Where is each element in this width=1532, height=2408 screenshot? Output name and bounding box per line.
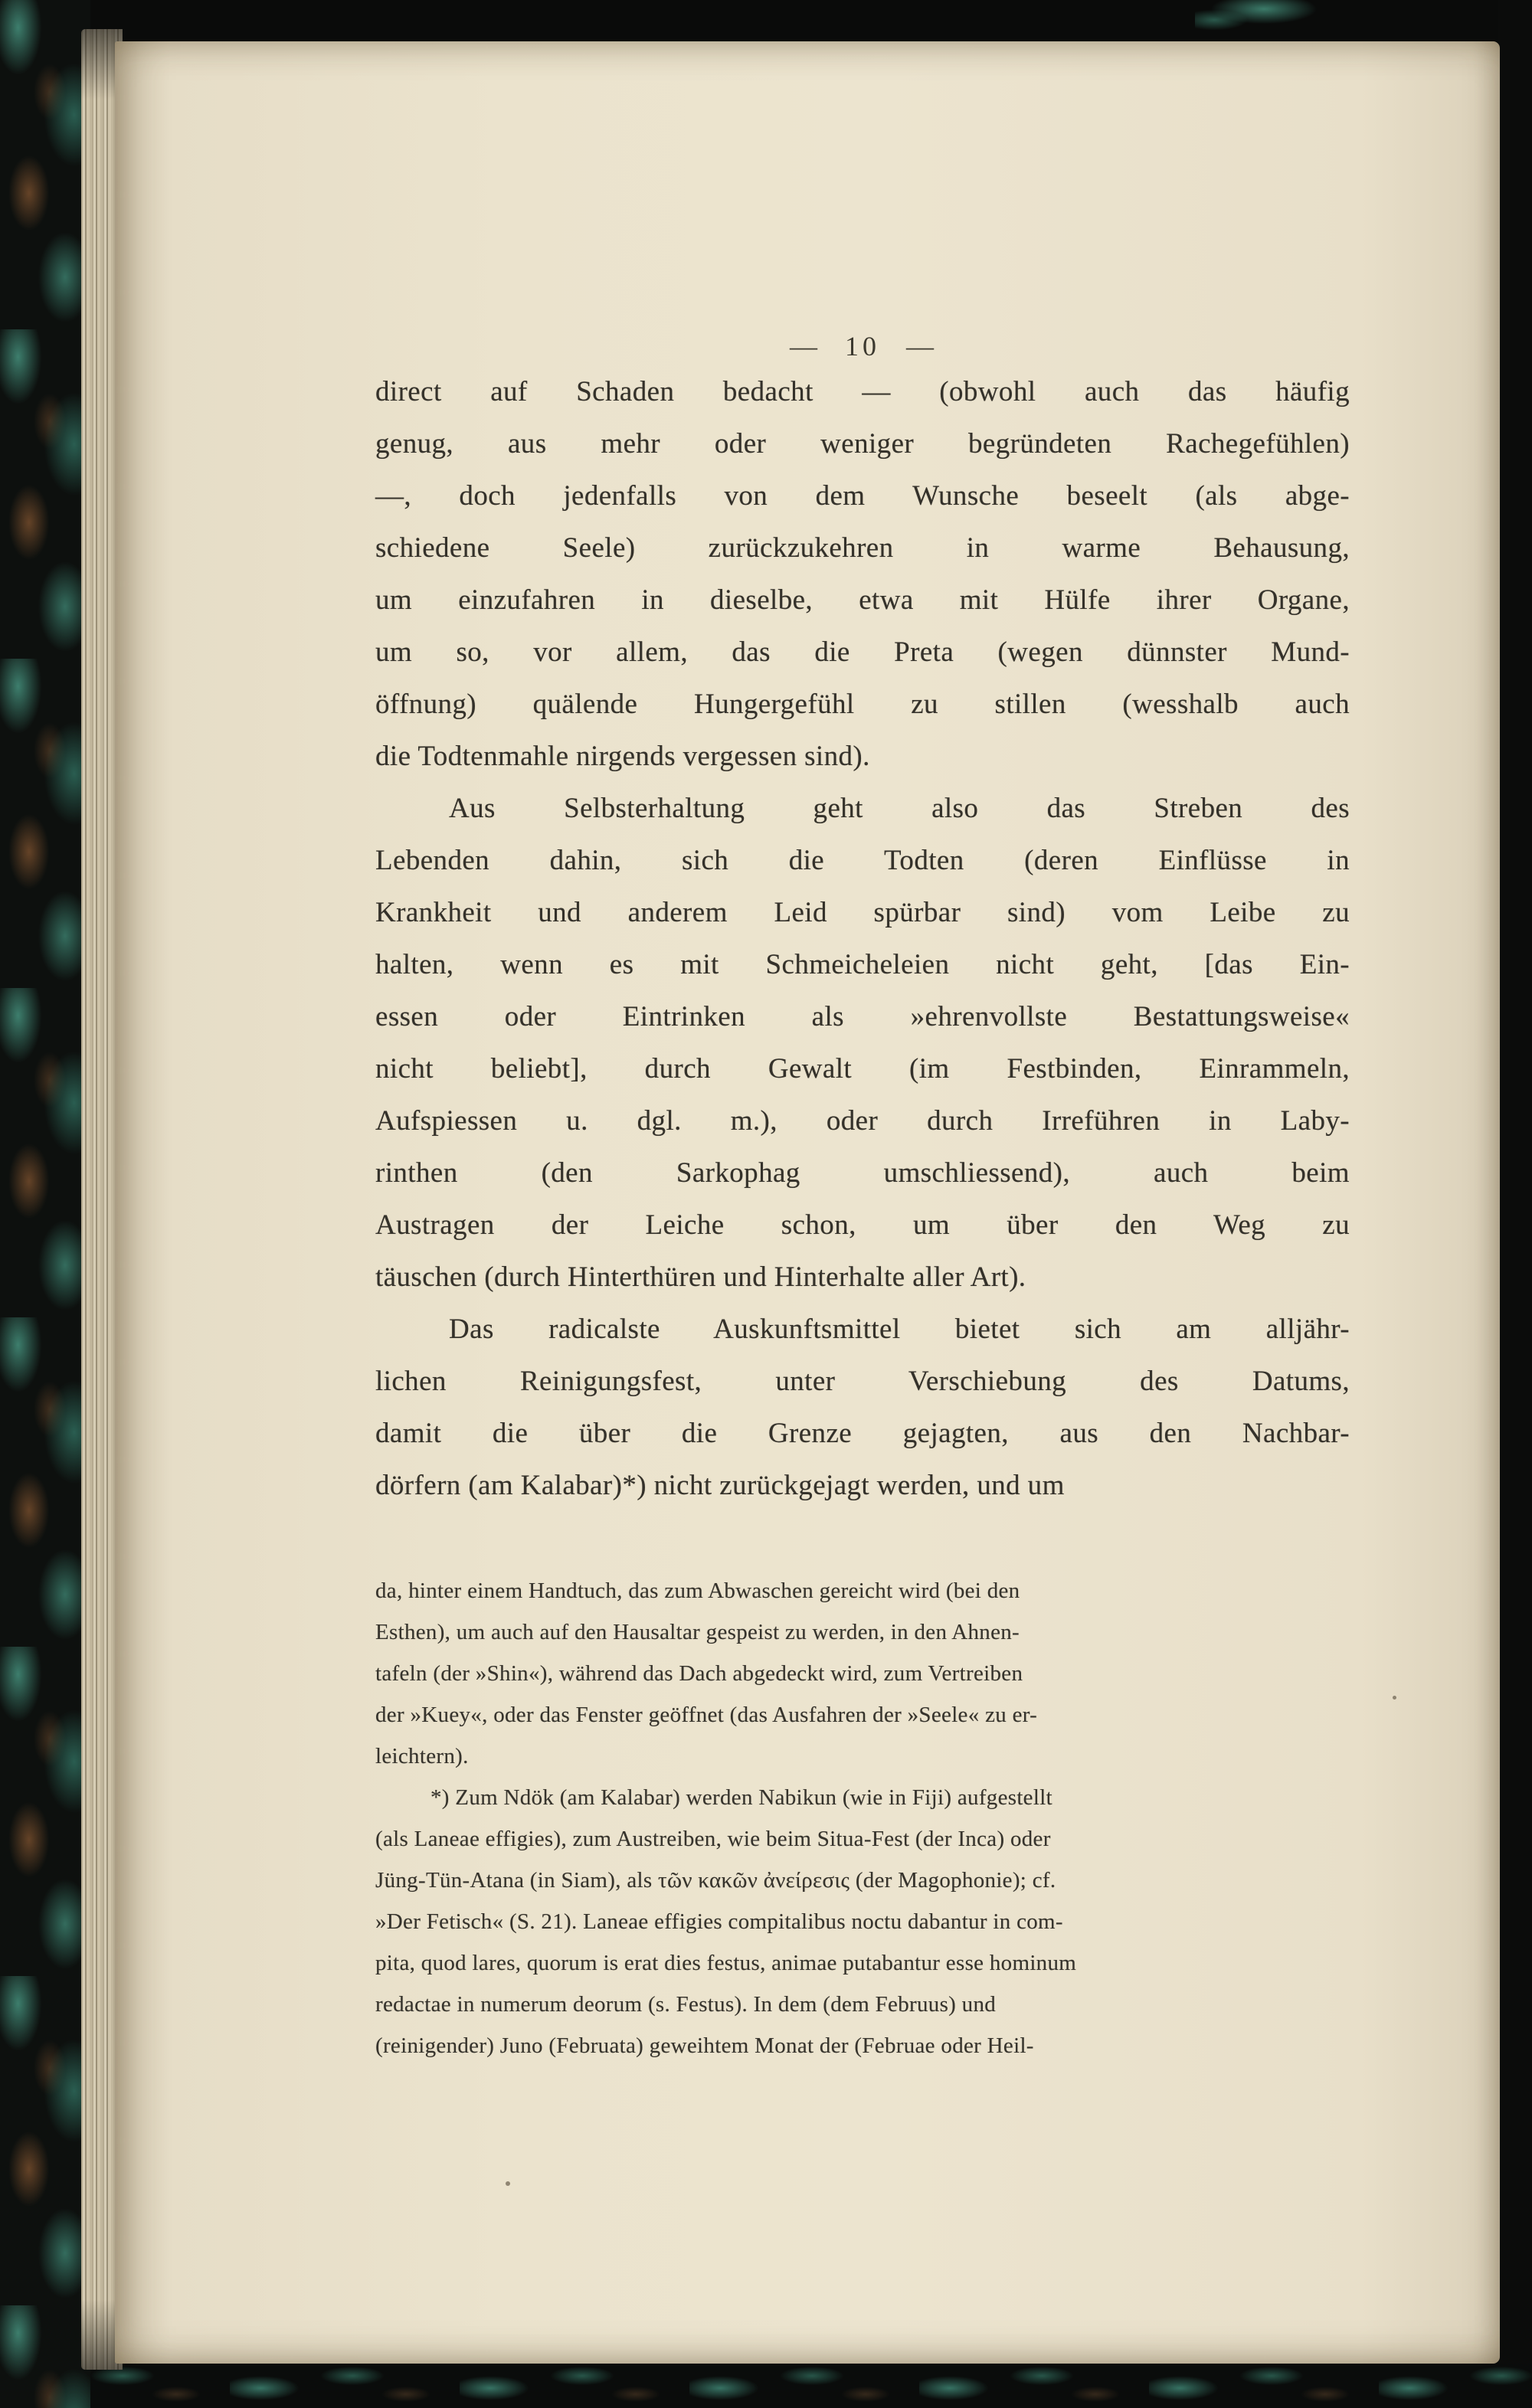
book-page bbox=[115, 41, 1500, 2364]
page-number-dash-left: — bbox=[790, 331, 819, 362]
page-number bbox=[375, 329, 1350, 363]
text-line: genug, aus mehr oder weniger begründeten Rachegefühlen) bbox=[375, 428, 1350, 460]
text-line: täuschen (durch Hinterthüren und Hinterhalte aller Art). bbox=[375, 1261, 1026, 1293]
footnote-asterisk bbox=[375, 1777, 1350, 2066]
text-line: Das radicalste Auskunftsmittel bietet sich am alljähr- bbox=[449, 1314, 1350, 1345]
marbled-cover bbox=[0, 0, 90, 2408]
page-number-dash-right: — bbox=[906, 331, 935, 362]
book-bottom-edge-marbling bbox=[0, 2364, 1532, 2408]
page-number-value: 10 bbox=[845, 331, 880, 362]
text-line: (reinigender) Juno (Februata) geweihtem Monat der (Februae oder Heil- bbox=[375, 2033, 1034, 2058]
book-right-edge bbox=[1498, 0, 1532, 2408]
text-line: um einzufahren in dieselbe, etwa mit Hülfe ihrer Organe, bbox=[375, 584, 1350, 616]
text-line: Jüng-Tün-Atana (in Siam), als τῶν κακῶν ἀνείρεσις (der Magophonie); cf. bbox=[375, 1868, 1056, 1893]
text-line: öffnung) quälende Hungergefühl zu stillen (wesshalb auch bbox=[375, 689, 1350, 720]
paragraph bbox=[375, 783, 1350, 1304]
text-line: um so, vor allem, das die Preta (wegen dünnster Mund- bbox=[375, 636, 1350, 668]
text-line: essen oder Eintrinken als »ehrenvollste Bestattungsweise« bbox=[375, 1001, 1350, 1032]
text-line: halten, wenn es mit Schmeicheleien nicht geht, [das Ein- bbox=[375, 949, 1350, 980]
text-line: damit die über die Grenze gejagten, aus den Nachbar- bbox=[375, 1418, 1350, 1449]
text-line: die Todtenmahle nirgends vergessen sind). bbox=[375, 741, 870, 772]
text-line: redactae in numerum deorum (s. Festus). In dem (dem Februus) und bbox=[375, 1992, 997, 2017]
text-line: Lebenden dahin, sich die Todten (deren Einflüsse in bbox=[375, 845, 1350, 876]
text-line: schiedene Seele) zurückzukehren in warme Behausung, bbox=[375, 532, 1350, 564]
text-line: der »Kuey«, oder das Fenster geöffnet (das Ausfahren der »Seele« zu er- bbox=[375, 1703, 1038, 1727]
text-line: tafeln (der »Shin«), während das Dach abgedeckt wird, zum Vertreiben bbox=[375, 1661, 1023, 1686]
text-line: (als Laneae effigies), zum Austreiben, wie beim Situa-Fest (der Inca) oder bbox=[375, 1827, 1051, 1851]
text-line: leichtern). bbox=[375, 1744, 469, 1768]
ink-speck bbox=[506, 2181, 510, 2186]
text-line: »Der Fetisch« (S. 21). Laneae effigies compitalibus noctu dabantur in com- bbox=[375, 1909, 1063, 1934]
text-line: Austragen der Leiche schon, um über den Weg zu bbox=[375, 1209, 1350, 1241]
ink-speck bbox=[1393, 1696, 1396, 1700]
text-line: dörfern (am Kalabar)*) nicht zurückgejagt werden, und um bbox=[375, 1470, 1065, 1501]
text-line: —, doch jedenfalls von dem Wunsche beseelt (als abge- bbox=[375, 480, 1350, 512]
text-line: *) Zum Ndök (am Kalabar) werden Nabikun (wie in Fiji) aufgestellt bbox=[430, 1785, 1052, 1810]
text-line: direct auf Schaden bedacht — (obwohl auch das häufig bbox=[375, 376, 1350, 407]
text-line: da, hinter einem Handtuch, das zum Abwaschen gereicht wird (bei den bbox=[375, 1579, 1020, 1603]
footnote-continuation bbox=[375, 1570, 1350, 1777]
text-line: Krankheit und anderem Leid spürbar sind) vom Leibe zu bbox=[375, 897, 1350, 928]
text-line: Aufspiessen u. dgl. m.), oder durch Irreführen in Laby- bbox=[375, 1105, 1350, 1137]
text-line: Aus Selbsterhaltung geht also das Streben des bbox=[449, 793, 1350, 824]
marbling-patch bbox=[1195, 0, 1333, 32]
text-line: lichen Reinigungsfest, unter Verschiebung des Datums, bbox=[375, 1366, 1350, 1397]
text-line: nicht beliebt], durch Gewalt (im Festbinden, Einrammeln, bbox=[375, 1053, 1350, 1085]
paragraph bbox=[375, 1304, 1350, 1512]
text-line: pita, quod lares, quorum is erat dies festus, animae putabantur esse hominum bbox=[375, 1951, 1077, 1975]
text-line: rinthen (den Sarkophag umschliessend), auch beim bbox=[375, 1157, 1350, 1189]
text-line: Esthen), um auch auf den Hausaltar gespeist zu werden, in den Ahnen- bbox=[375, 1620, 1020, 1644]
paragraph-continuation bbox=[375, 366, 1350, 783]
footnotes bbox=[375, 1570, 1350, 2066]
body-text bbox=[375, 366, 1350, 1512]
